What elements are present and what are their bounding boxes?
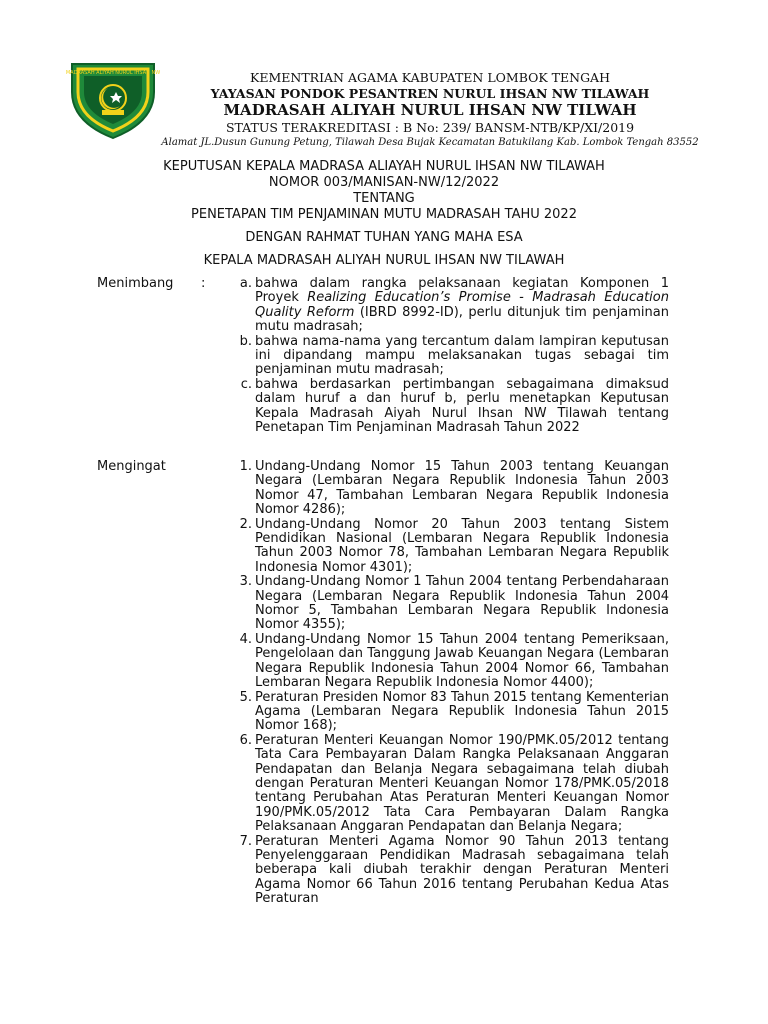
list-item-text: Peraturan Menteri Agama Nomor 90 Tahun 2013 tentang Penyelenggaraan Pendidikan Madrasah sebagaimana telah beberapa kali diubah terakhir dengan Peraturan Menteri Agama Nomor 66 Tahun 2016 tentang Perubahan Kedua Atas Peraturan (255, 833, 669, 907)
list-item (232, 518, 669, 576)
list-marker: 3. (239, 574, 252, 590)
list-item-text: Undang-Undang Nomor 1 Tahun 2004 tentang Perbendaharaan Negara (Lembaran Negara Republik Indonesia Tahun 2004 Nomor 5, Tambahan Lembaran Negara Republik Indonesia Nomor 4355); (255, 574, 669, 633)
list-item (232, 335, 669, 378)
list-item-text: Undang-Undang Nomor 20 Tahun 2003 tentang Sistem Pendidikan Nasional (Lembaran Negara Republik Indonesia Tahun 2003 Nomor 78, Tambahan Lembaran Negara Republik Indonesia Nomor 4301); (255, 516, 669, 575)
decree-title: KEPUTUSAN KEPALA MADRASA ALIAYAH NURUL IHSAN NW TILAWAH (163, 159, 605, 174)
list-marker: 5. (239, 689, 252, 705)
school-address: Alamat JL.Dusun Gunung Petung, Tilawah Desa Bujak Kecamatan Batukilang Kab. Lombok Tengah 83552 (161, 137, 699, 148)
accreditation-status: STATUS TERAKREDITASI : B No: 239/ BANSM-NTB/KP/XI/2019 (225, 120, 635, 135)
menimbang-colon: : (201, 276, 206, 291)
list-item (232, 691, 669, 734)
list-marker: a. (239, 276, 252, 291)
mengingat-label: Mengingat (97, 459, 166, 474)
list-item-text: bahwa berdasarkan pertimbangan sebagaimana dimaksud dalam huruf a dan huruf b, perlu menetapkan Keputusan Kepala Madrasah Aiyah Nurul Ihsan NW Tilawah tentang Penetapan Tim Penjaminan Madrasah Tahun 2022 (255, 376, 669, 436)
letterhead (0, 0, 768, 150)
list-item-text: Peraturan Presiden Nomor 83 Tahun 2015 tentang Kementerian Agama (Lembaran Negara Republik Indonesia Tahun 2015 Nomor 168); (255, 689, 669, 734)
decree-number: NOMOR 003/MANISAN-NW/12/2022 (268, 175, 500, 190)
list-marker: 7. (239, 833, 252, 849)
project-name: Realizing Education’s Promise - Madrasah Education Quality Reform (255, 290, 669, 320)
list-marker: 6. (239, 732, 252, 748)
list-item-text: bahwa nama-nama yang tercantum dalam lampiran keputusan ini dipandang mampu melaksanakan tugas sebagai tim penjaminan mutu madrasah; (255, 333, 669, 378)
logo-text: MADRASAH ALIYAH NURUL IHSAN NW (65, 70, 161, 76)
text-part: (IBRD 8992-ID), perlu ditunjuk tim penjaminan mutu madrasah; (255, 304, 669, 335)
menimbang-label: Menimbang (97, 276, 174, 291)
list-item-text: Undang-Undang Nomor 15 Tahun 2003 tentang Keuangan Negara (Lembaran Negara Republik Indonesia Tahun 2003 Nomor 47, Tambahan Lembaran Negara Republik Indonesia Nomor 4286); (255, 459, 669, 518)
invocation: DENGAN RAHMAT TUHAN YANG MAHA ESA (245, 230, 523, 245)
decree-about-label: TENTANG (353, 191, 415, 206)
decree-title-block (80, 159, 688, 269)
list-item (232, 277, 669, 335)
foundation-name: YAYASAN PONDOK PESANTREN NURUL IHSAN NW TILAWAH (210, 86, 650, 101)
list-marker: 1. (239, 459, 252, 474)
list-marker: 2. (239, 516, 252, 532)
list-marker: b. (239, 333, 252, 349)
ministry-name: KEMENTRIAN AGAMA KABUPATEN LOMBOK TENGAH (250, 70, 610, 85)
list-item-text: Undang-Undang Nomor 15 Tahun 2004 tentang Pemeriksaan, Pengelolaan dan Tanggung Jawab Keuangan Negara (Lembaran Negara Republik Indonesia Tahun 2004 Nomor 66, Tambahan Lembaran Negara Republik Indonesia Nomor 4400); (255, 631, 669, 691)
text-part: bahwa dalam rangka pelaksanaan kegiatan Komponen 1 Proyek (255, 276, 669, 306)
list-item (232, 460, 669, 518)
decree-subject: PENETAPAN TIM PENJAMINAN MUTU MADRASAH TAHU 2022 (191, 207, 577, 222)
list-item (232, 633, 669, 691)
issuer: KEPALA MADRASAH ALIYAH NURUL IHSAN NW TILAWAH (203, 253, 565, 268)
list-item (232, 835, 669, 907)
list-marker: 4. (239, 631, 252, 647)
list-item-text: Peraturan Menteri Keuangan Nomor 190/PMK.05/2012 tentang Tata Cara Pembayaran Dalam Rangka Pelaksanaan Anggaran Pendapatan dan Belanja Negara sebagaimana telah diubah dengan Peraturan Menteri Keuangan Nomor 178/PMK.05/2018 tentang Perubahan Atas Peraturan Menteri Keuangan Nomor 190/PMK.05/2012 Tata Cara Pembayaran Dalam Rangka Pelaksanaan Anggaran Pendapatan dan Belanja Negara; (255, 732, 669, 835)
list-marker: c. (240, 376, 252, 392)
letterhead-text (150, 70, 710, 150)
mengingat-list (232, 460, 669, 907)
list-item-text (255, 277, 669, 335)
menimbang-list (232, 277, 669, 435)
list-item (232, 575, 669, 633)
list-item (232, 734, 669, 835)
list-item (232, 378, 669, 436)
school-name: MADRASAH ALIYAH NURUL IHSAN NW TILWAH (223, 101, 637, 119)
